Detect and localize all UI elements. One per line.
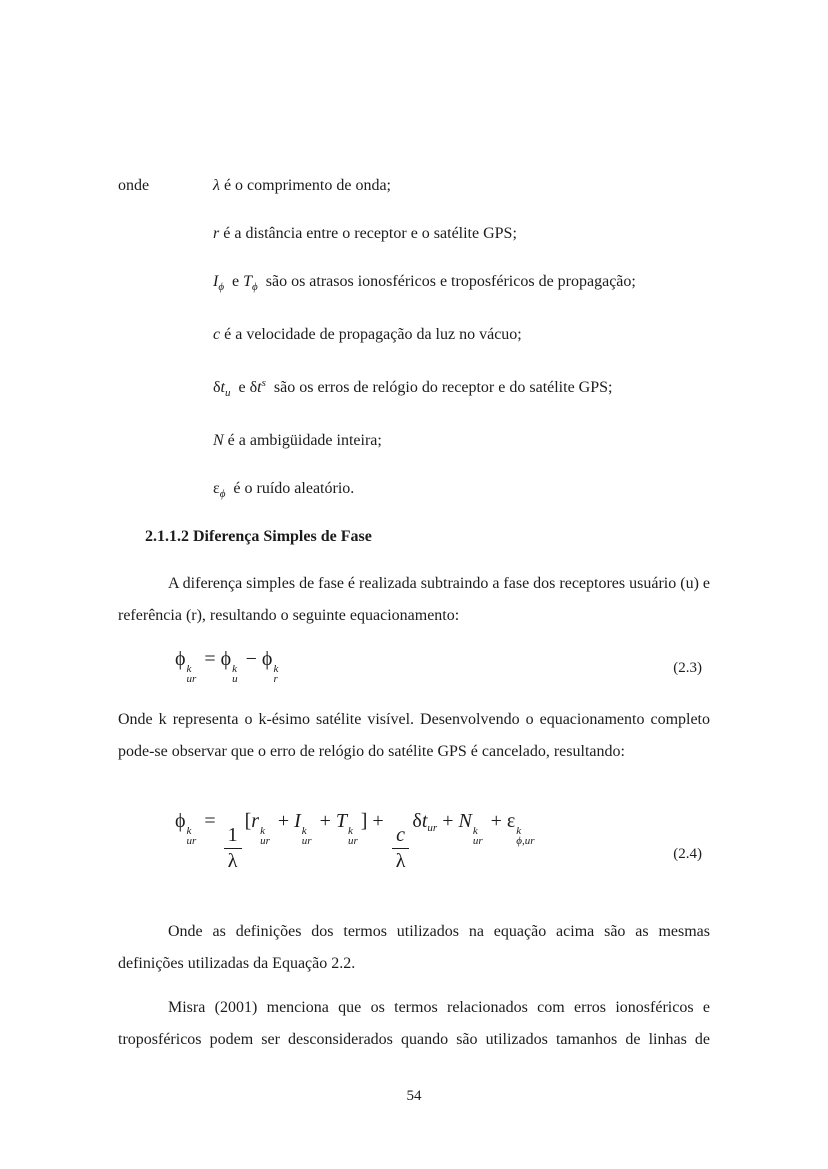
definition-item-lambda: λ é o comprimento de onda; (213, 177, 391, 194)
paragraph-misra: Misra (2001) menciona que os termos relacionados com erros ionosféricos e troposféricos podem ser desconsiderados quando são utilizados tamanhos de linhas de (118, 999, 710, 1048)
equation-2-4-number: (2.4) (673, 846, 702, 862)
definition-list (213, 176, 718, 532)
section-heading: 2.1.1.2 Diferença Simples de Fase (145, 528, 372, 545)
definition-list-label: onde (118, 177, 150, 194)
definition-item-iono-tropo: $I_\phi$ e $T_\phi$ são os atrasos ionosféricos e troposféricos de propagação; (213, 273, 636, 293)
definition-item-n: N é a ambigüidade inteira; (213, 432, 382, 449)
definition-item-r: r é a distância entre o receptor e o satélite GPS; (213, 225, 517, 242)
equation-2-4 (118, 810, 710, 873)
equation-2-3-body: ϕ k ur = ϕ k u − ϕ k r (175, 648, 279, 685)
definition-item-epsilon: $\varepsilon_\phi$ é o ruído aleatório. (213, 480, 355, 500)
paragraph-k-satellite: Onde k representa o k-ésimo satélite visível. Desenvolvendo o equacionamento completo pode-se observar que o erro de relógio do satélite GPS é cancelado, resultando: (118, 711, 710, 760)
definition-item-clock-errors: $\delta t_u$ e $\delta t^s$ são os erros de relógio do receptor e do satélite GPS; (213, 377, 613, 399)
paragraph-definitions: Onde as definições dos termos utilizados na equação acima são as mesmas definições utilizadas da Equação 2.2. (118, 923, 710, 972)
equation-2-4-body: ϕ k ur = $\frac{1}{\lambda}$ [r k ur + I k ur + T k ur ] + $\frac{c}{\lambda}$ $\delta t_{ur} + N$ k ur + ε k ϕ,ur (175, 810, 535, 872)
definition-item-c: c é a velocidade de propagação da luz no vácuo; (213, 326, 522, 343)
page-number: 54 (406, 1088, 422, 1104)
equation-2-3 (118, 648, 710, 684)
paragraph-intro: A diferença simples de fase é realizada subtraindo a fase dos receptores usuário (u) e referência (r), resultando o seguinte equacionamento: (118, 575, 710, 624)
equation-2-3-number: (2.3) (673, 660, 702, 676)
